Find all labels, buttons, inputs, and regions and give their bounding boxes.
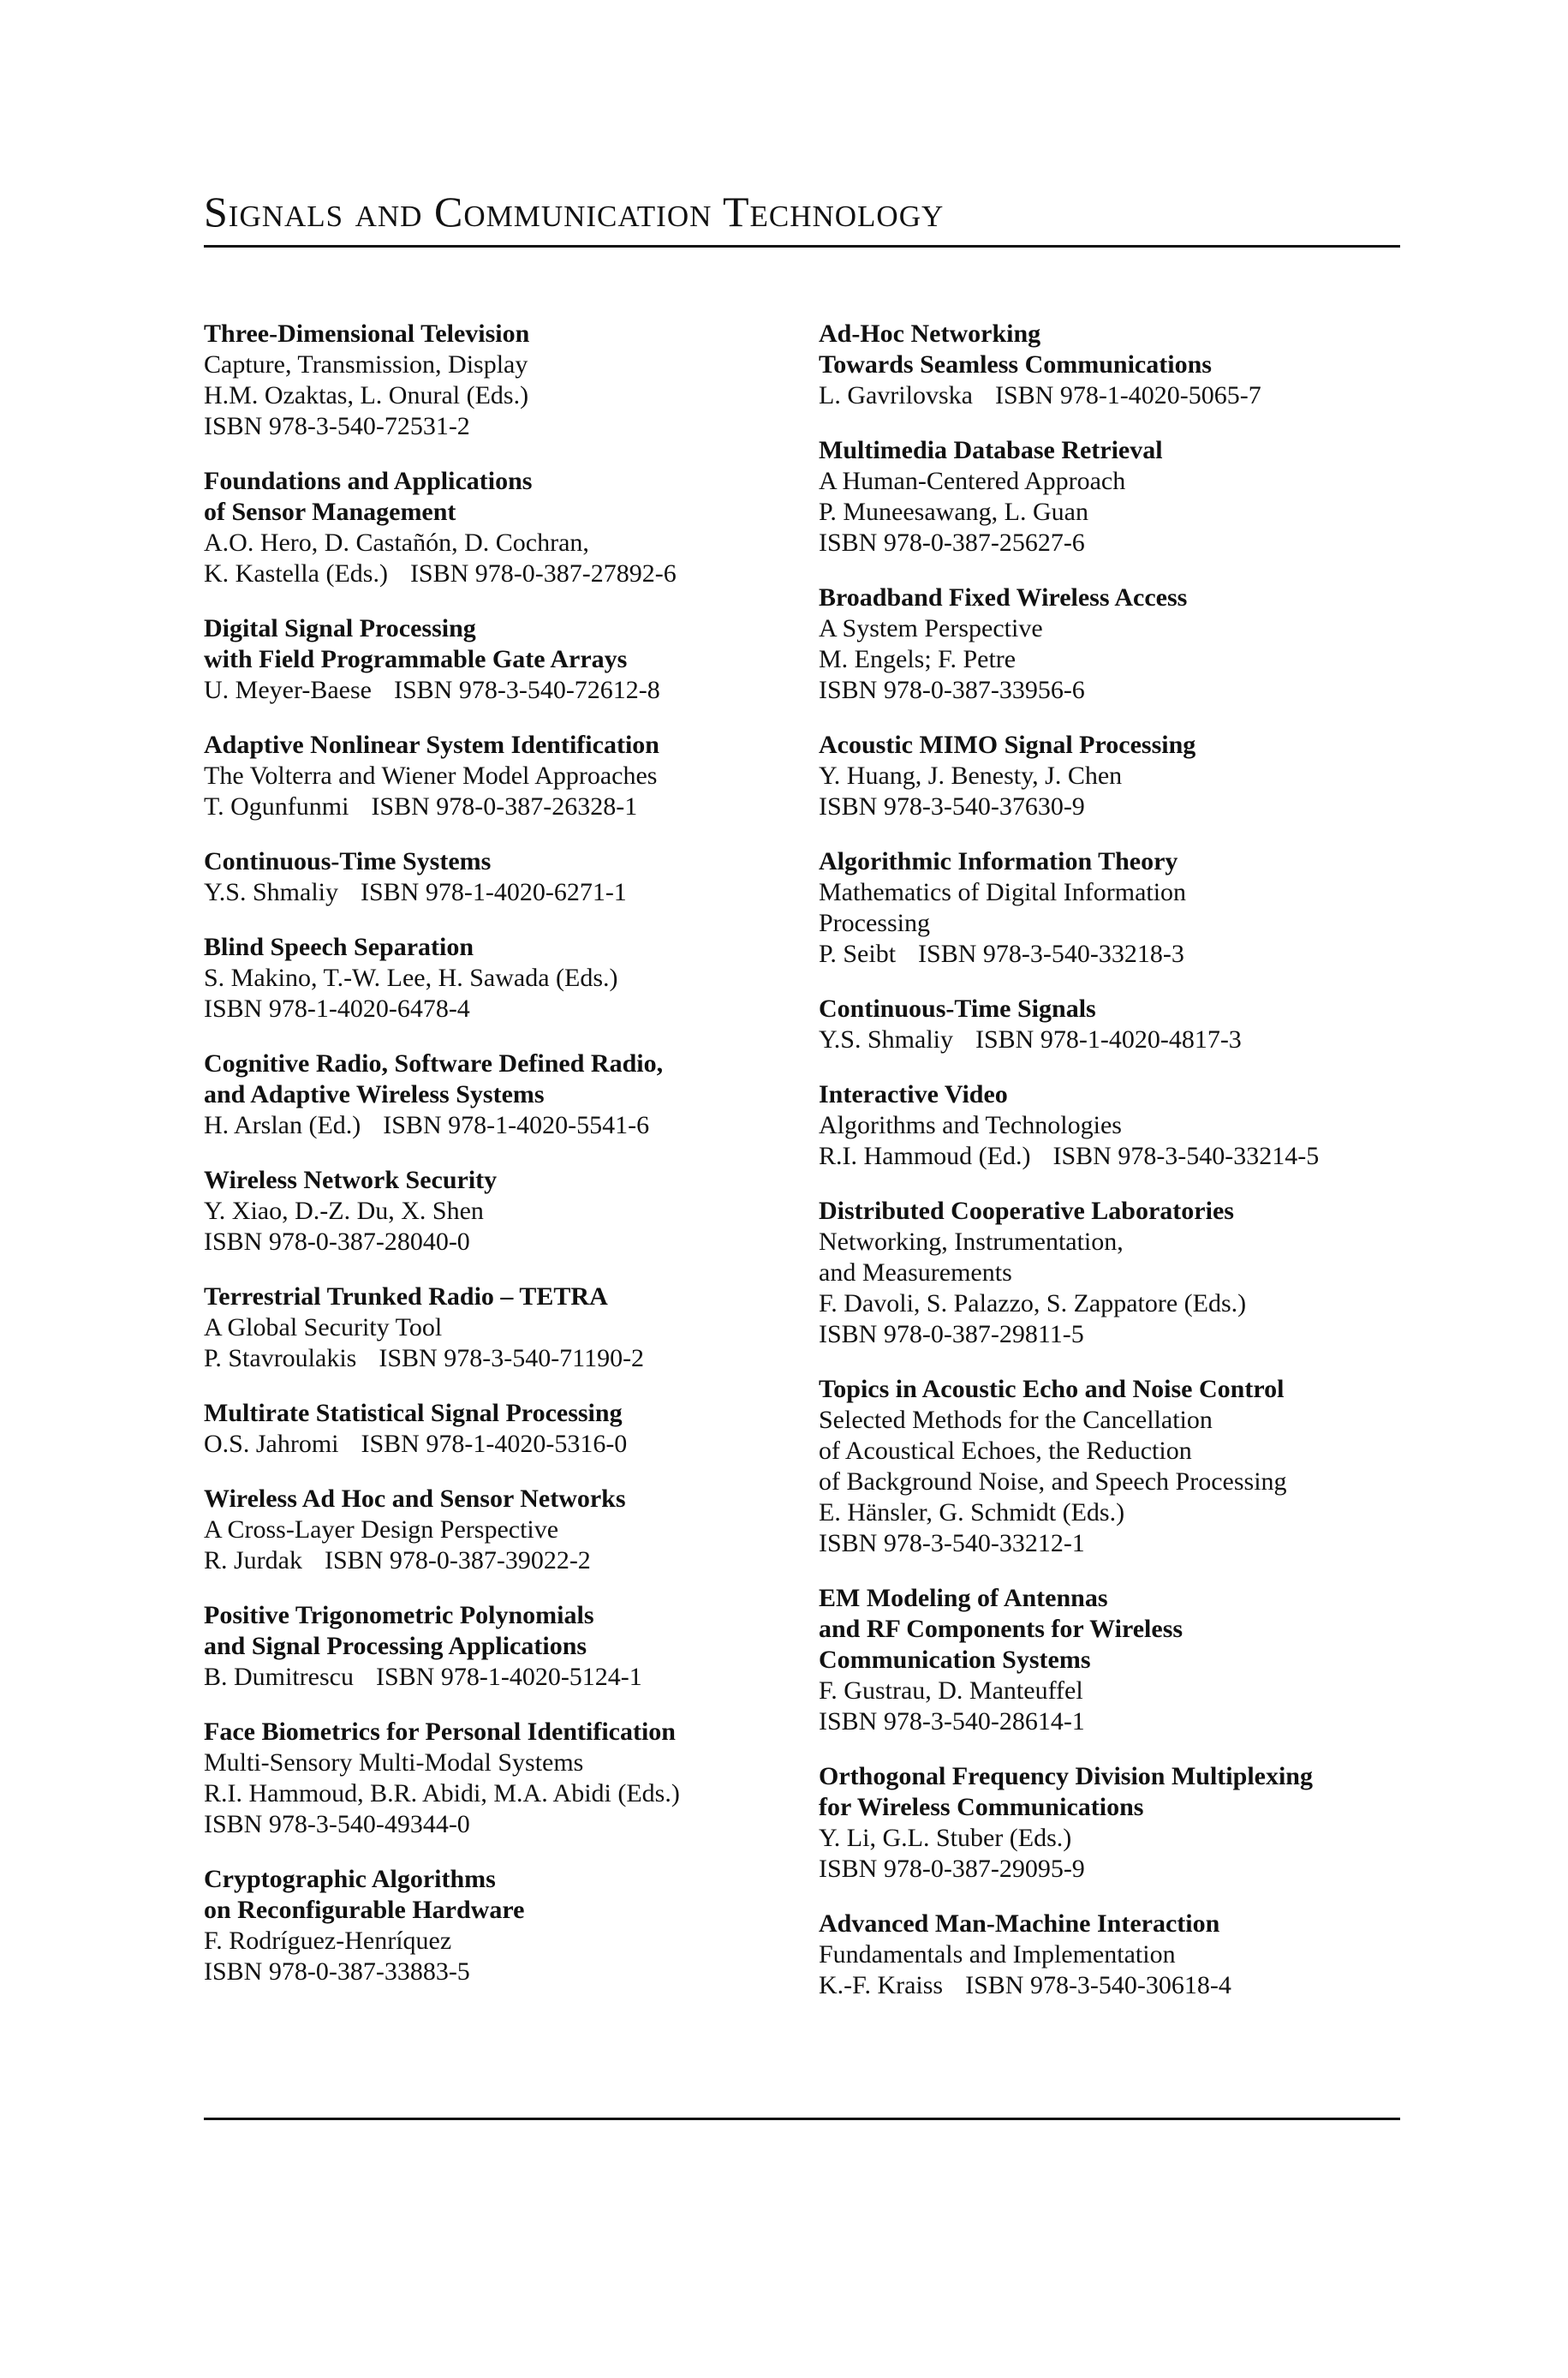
book-isbn: ISBN 978-1-4020-4817-3 (975, 1025, 1242, 1054)
book-authors: Y. Li, G.L. Stuber (Eds.) (819, 1824, 1072, 1852)
book-subtitle-line: Networking, Instrumentation, (819, 1228, 1124, 1256)
book-authors: R.I. Hammoud (Ed.) (819, 1142, 1031, 1170)
book-entry (819, 1374, 1401, 1559)
book-isbn: ISBN 978-3-540-72612-8 (393, 676, 660, 704)
book-subtitle-line: of Background Noise, and Speech Processing (819, 1467, 1287, 1496)
book-isbn: ISBN 978-0-387-33956-6 (819, 676, 1085, 704)
book-entry (204, 1049, 786, 1141)
book-entry (204, 730, 786, 822)
book-subtitle-line: Capture, Transmission, Display (204, 350, 528, 379)
book-authors: L. Gavrilovska (819, 381, 973, 409)
book-authors-line (204, 675, 786, 706)
book-title-line: Ad-Hoc Networking (819, 320, 1041, 348)
book-authors: B. Dumitrescu (204, 1663, 354, 1691)
book-subtitle-line: Processing (819, 909, 930, 937)
book-authors-line (819, 380, 1401, 411)
book-authors-line (204, 1343, 786, 1374)
book-title-line: Continuous-Time Signals (819, 995, 1096, 1023)
book-entry (819, 583, 1401, 706)
book-authors: M. Engels; F. Petre (819, 645, 1017, 673)
book-authors-line (204, 792, 786, 822)
book-authors-line (204, 1545, 786, 1576)
book-isbn: ISBN 978-1-4020-6478-4 (204, 995, 470, 1023)
book-entry (204, 466, 786, 589)
book-isbn: ISBN 978-0-387-26328-1 (371, 792, 638, 821)
book-title-line: Wireless Ad Hoc and Sensor Networks (204, 1485, 626, 1513)
left-column (204, 319, 786, 2011)
book-isbn: ISBN 978-3-540-49344-0 (204, 1810, 470, 1838)
book-title-line: Algorithmic Information Theory (819, 847, 1178, 875)
book-subtitle-line: A System Perspective (819, 614, 1043, 642)
book-isbn: ISBN 978-0-387-25627-6 (819, 529, 1085, 557)
book-subtitle-line: A Human-Centered Approach (819, 467, 1126, 495)
book-authors: F. Gustrau, D. Manteuffel (819, 1676, 1083, 1705)
book-isbn: ISBN 978-3-540-72531-2 (204, 412, 470, 440)
book-authors: Y.S. Shmaliy (819, 1025, 953, 1054)
book-title-line: of Sensor Management (204, 498, 456, 526)
book-authors-line (819, 761, 1401, 792)
book-authors-line (819, 939, 1401, 970)
book-entry (819, 846, 1401, 970)
book-authors: A.O. Hero, D. Castañón, D. Cochran, (204, 529, 589, 557)
book-isbn: ISBN 978-3-540-33218-3 (918, 940, 1184, 968)
book-subtitle-line: A Cross-Layer Design Perspective (204, 1515, 559, 1544)
book-subtitle-line: Selected Methods for the Cancellation (819, 1406, 1213, 1434)
book-authors: K. Kastella (Eds.) (204, 559, 388, 588)
book-entry (204, 846, 786, 908)
book-isbn: ISBN 978-3-540-33214-5 (1052, 1142, 1320, 1170)
book-title-line: Distributed Cooperative Laboratories (819, 1197, 1234, 1225)
book-authors-line (819, 644, 1401, 675)
book-authors: K.-F. Kraiss (819, 1971, 944, 1999)
book-authors-line (819, 1141, 1401, 1172)
book-subtitle-line: The Volterra and Wiener Model Approaches (204, 762, 658, 790)
book-authors-line (204, 963, 786, 994)
book-authors: H. Arslan (Ed.) (204, 1111, 361, 1139)
book-subtitle-line: Algorithms and Technologies (819, 1111, 1122, 1139)
book-entry (819, 1079, 1401, 1172)
book-authors-line (819, 1288, 1401, 1319)
book-entry (204, 319, 786, 442)
book-isbn: ISBN 978-3-540-37630-9 (819, 792, 1085, 821)
book-title-line: Blind Speech Separation (204, 933, 474, 961)
book-title-line: Face Biometrics for Personal Identification (204, 1718, 676, 1746)
book-authors: E. Hänsler, G. Schmidt (Eds.) (819, 1498, 1125, 1527)
book-entry (204, 1484, 786, 1576)
book-title-line: EM Modeling of Antennas (819, 1584, 1108, 1612)
book-title-line: Orthogonal Frequency Division Multiplexing (819, 1762, 1313, 1790)
book-title-line: Foundations and Applications (204, 467, 533, 495)
book-title-line: and Adaptive Wireless Systems (204, 1080, 545, 1108)
book-authors-line (204, 1110, 786, 1141)
book-title-line: Interactive Video (819, 1080, 1008, 1108)
book-title-line: and RF Components for Wireless (819, 1615, 1183, 1643)
book-title-line: Continuous-Time Systems (204, 847, 492, 875)
book-authors-line (204, 1662, 786, 1693)
book-entry (819, 1583, 1401, 1737)
book-subtitle-line: of Acoustical Echoes, the Reduction (819, 1437, 1192, 1465)
book-title-line: Terrestrial Trunked Radio – TETRA (204, 1282, 608, 1311)
book-entry (204, 613, 786, 706)
book-authors: P. Muneesawang, L. Guan (819, 498, 1088, 526)
book-isbn: ISBN 978-0-387-33883-5 (204, 1957, 470, 1986)
book-title-line: on Reconfigurable Hardware (204, 1896, 525, 1924)
book-entry (204, 1717, 786, 1840)
book-isbn: ISBN 978-1-4020-5541-6 (383, 1111, 650, 1139)
book-isbn: ISBN 978-0-387-27892-6 (409, 559, 677, 588)
book-authors-line (819, 1025, 1401, 1055)
book-isbn: ISBN 978-3-540-71190-2 (379, 1344, 645, 1372)
book-subtitle-line: Multi-Sensory Multi-Modal Systems (204, 1748, 584, 1777)
book-subtitle-line: Fundamentals and Implementation (819, 1940, 1176, 1969)
book-title-line: Digital Signal Processing (204, 614, 476, 642)
book-title-line: Adaptive Nonlinear System Identification (204, 731, 659, 759)
book-entry (819, 435, 1401, 559)
book-subtitle-line: A Global Security Tool (204, 1313, 443, 1341)
book-authors-line (819, 1970, 1401, 2001)
bottom-rule (204, 2118, 1400, 2120)
book-entry (204, 932, 786, 1025)
book-isbn: ISBN 978-1-4020-5065-7 (994, 381, 1261, 409)
book-authors: P. Seibt (819, 940, 897, 968)
book-entry (819, 730, 1401, 822)
book-authors: R. Jurdak (204, 1546, 302, 1574)
book-title-line: Wireless Network Security (204, 1166, 498, 1194)
right-column (819, 319, 1401, 2025)
book-isbn: ISBN 978-3-540-28614-1 (819, 1707, 1085, 1736)
book-authors-line (819, 497, 1401, 528)
book-entry (204, 1398, 786, 1460)
book-entry (819, 1196, 1401, 1350)
book-title-line: Cryptographic Algorithms (204, 1865, 496, 1893)
book-authors: Y. Xiao, D.-Z. Du, X. Shen (204, 1197, 484, 1225)
book-title-line: Acoustic MIMO Signal Processing (819, 731, 1196, 759)
book-entry (819, 994, 1401, 1055)
book-isbn: ISBN 978-1-4020-5124-1 (375, 1663, 642, 1691)
book-authors-line (204, 877, 786, 908)
book-title-line: Multimedia Database Retrieval (819, 436, 1163, 464)
book-authors-line (204, 1196, 786, 1227)
book-entry (819, 319, 1401, 411)
book-title-line: Topics in Acoustic Echo and Noise Control (819, 1375, 1285, 1403)
book-isbn: ISBN 978-1-4020-5316-0 (361, 1430, 628, 1458)
book-authors: S. Makino, T.-W. Lee, H. Sawada (Eds.) (204, 964, 618, 992)
book-title-line: Advanced Man-Machine Interaction (819, 1909, 1220, 1938)
book-entry (819, 1761, 1401, 1885)
book-subtitle-line: Mathematics of Digital Information (819, 878, 1187, 906)
book-title-line: Towards Seamless Communications (819, 350, 1212, 379)
book-isbn: ISBN 978-0-387-39022-2 (325, 1546, 591, 1574)
book-isbn: ISBN 978-0-387-28040-0 (204, 1228, 470, 1256)
book-authors: R.I. Hammoud, B.R. Abidi, M.A. Abidi (Eds.) (204, 1779, 680, 1807)
book-isbn: ISBN 978-3-540-33212-1 (819, 1529, 1085, 1557)
book-entry (204, 1600, 786, 1693)
book-isbn: ISBN 978-0-387-29095-9 (819, 1855, 1085, 1883)
book-authors-line (819, 1676, 1401, 1706)
book-subtitle-line: and Measurements (819, 1258, 1012, 1287)
book-authors-line (204, 1778, 786, 1809)
book-entry (204, 1864, 786, 1987)
book-entry (819, 1909, 1401, 2001)
book-authors: Y.S. Shmaliy (204, 878, 338, 906)
book-title-line: and Signal Processing Applications (204, 1632, 587, 1660)
book-entry (204, 1165, 786, 1258)
book-authors-line (204, 528, 786, 559)
book-title-line: with Field Programmable Gate Arrays (204, 645, 628, 673)
book-authors-line (819, 1497, 1401, 1528)
book-title-line: Three-Dimensional Television (204, 320, 530, 348)
book-isbn: ISBN 978-0-387-29811-5 (819, 1320, 1084, 1348)
book-title-line: Communication Systems (819, 1646, 1091, 1674)
book-authors: H.M. Ozaktas, L. Onural (Eds.) (204, 381, 529, 409)
book-authors: F. Rodríguez-Henríquez (204, 1927, 452, 1955)
book-authors: O.S. Jahromi (204, 1430, 339, 1458)
book-authors-line (204, 1429, 786, 1460)
book-title-line: for Wireless Communications (819, 1793, 1144, 1821)
book-title-line: Broadband Fixed Wireless Access (819, 583, 1188, 612)
book-isbn: ISBN 978-1-4020-6271-1 (361, 878, 627, 906)
book-authors-line (204, 1926, 786, 1957)
book-title-line: Multirate Statistical Signal Processing (204, 1399, 623, 1427)
book-authors-line (819, 1823, 1401, 1854)
book-authors: T. Ogunfunmi (204, 792, 349, 821)
book-entry (204, 1282, 786, 1374)
book-authors: U. Meyer-Baese (204, 676, 372, 704)
book-authors-line (204, 380, 786, 411)
book-title-line: Cognitive Radio, Software Defined Radio, (204, 1049, 664, 1078)
page-title: Signals and Communication Technology (204, 188, 945, 236)
book-authors: F. Davoli, S. Palazzo, S. Zappatore (Eds.) (819, 1289, 1247, 1317)
book-authors: Y. Huang, J. Benesty, J. Chen (819, 762, 1123, 790)
book-title-line: Positive Trigonometric Polynomials (204, 1601, 594, 1629)
top-rule (204, 245, 1400, 248)
book-isbn: ISBN 978-3-540-30618-4 (965, 1971, 1231, 1999)
book-authors-line (204, 559, 786, 589)
book-authors: P. Stavroulakis (204, 1344, 357, 1372)
